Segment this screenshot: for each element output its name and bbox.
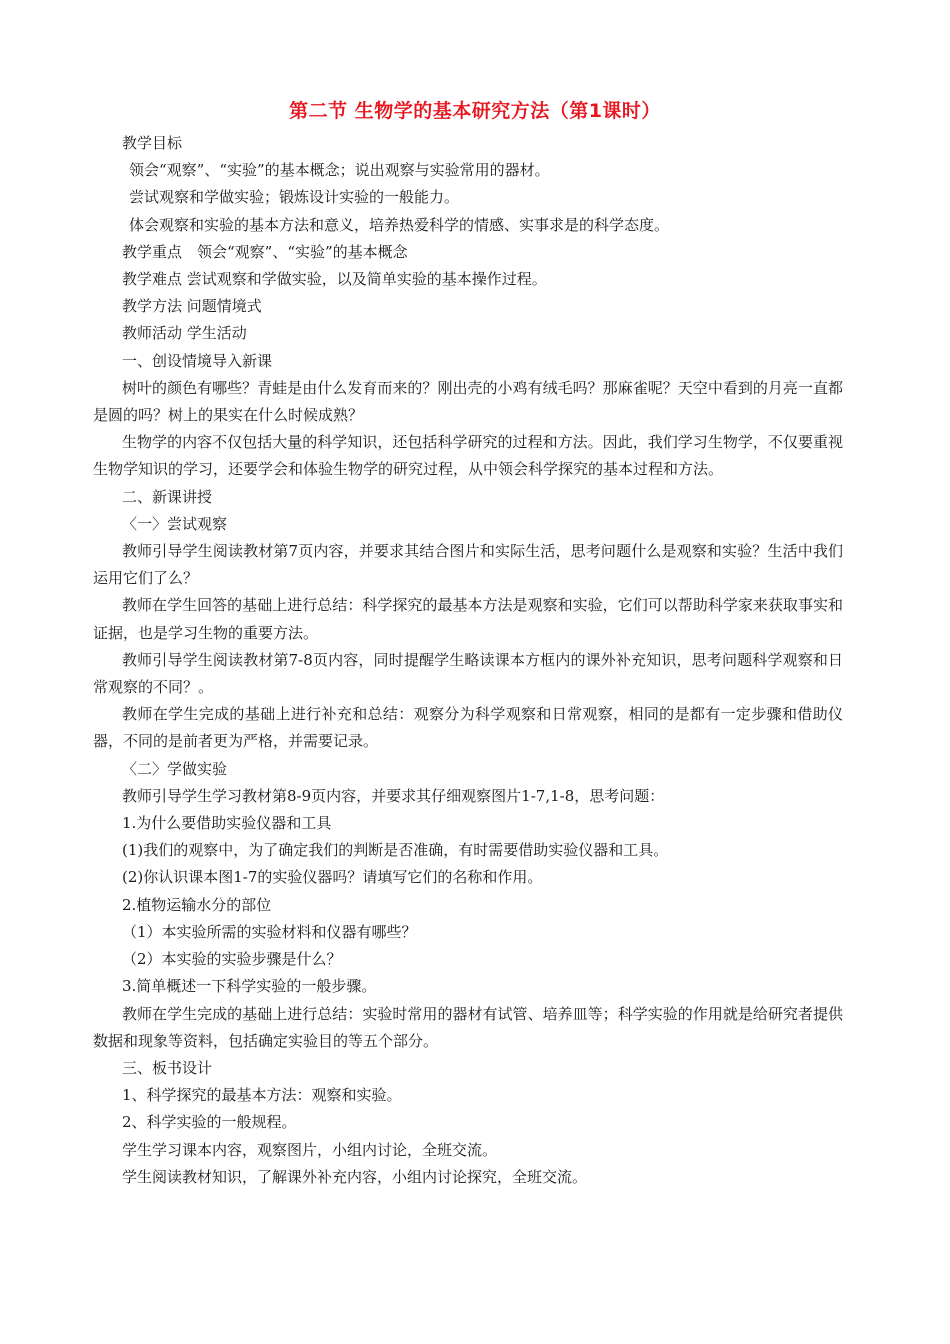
paragraph: 教师在学生完成的基础上进行补充和总结：观察分为科学观察和日常观察，相同的是都有一定步骤和借助仪器，不同的是前者更为严格，并需要记录。 (93, 705, 843, 751)
list-item: 1.为什么要借助实验仪器和工具 (122, 814, 332, 833)
paragraph: 教师在学生回答的基础上进行总结：科学探究的最基本方法是观察和实验，它们可以帮助科学家来获取事实和证据，也是学习生物的重要方法。 (93, 596, 843, 642)
section-heading: 三、板书设计 (122, 1058, 213, 1077)
page-title: 第二节 生物学的基本研究方法（第1课时） (289, 100, 661, 122)
list-item: (1)我们的观察中，为了确定我们的判断是否准确，有时需要借助实验仪器和工具。 (122, 841, 669, 860)
text-line: 教师引导学生学习教材第8-9页内容，并要求其仔细观察图片1-7,1-8，思考问题： (122, 786, 665, 805)
objective-item: 体会观察和实验的基本方法和意义，培养热爱科学的情感、实事求是的科学态度。 (129, 215, 670, 234)
subsection-heading: 〈一〉尝试观察 (122, 514, 228, 533)
section-heading: 一、创设情境导入新课 (122, 351, 273, 370)
section-heading: 教学目标 (122, 134, 183, 152)
objective-item: 尝试观察和学做实验；锻炼设计实验的一般能力。 (129, 188, 460, 207)
text-line: 学生阅读教材知识，了解课外补充内容，小组内讨论探究，全班交流。 (122, 1167, 588, 1186)
paragraph: 生物学的内容不仅包括大量的科学知识，还包括科学研究的过程和方法。因此，我们学习生物学，不仅要重视生物学知识的学习，还要学会和体验生物学的研究过程，从中领会科学探究的基本过程和方法。 (93, 433, 843, 479)
subsection-heading: 〈二〉学做实验 (122, 759, 228, 778)
paragraph: 树叶的颜色有哪些？青蛙是由什么发育而来的？刚出壳的小鸡有绒毛吗？那麻雀呢？天空中看到的月亮一直都是圆的吗？树上的果实在什么时候成熟？ (93, 378, 843, 425)
teaching-difficulty: 教学难点 尝试观察和学做实验，以及简单实验的基本操作过程。 (122, 270, 547, 289)
list-item: (2)你认识课本图1-7的实验仪器吗？请填写它们的名称和作用。 (122, 868, 543, 887)
list-item: （1）本实验所需的实验材料和仪器有哪些？ (122, 922, 417, 941)
text-line: 学生学习课本内容，观察图片，小组内讨论，全班交流。 (122, 1140, 498, 1159)
list-item: 2、科学实验的一般规程。 (122, 1113, 297, 1132)
paragraph: 教师在学生完成的基础上进行总结：实验时常用的器材有试管、培养皿等；科学实验的作用就是给研究者提供数据和现象等资料，包括确定实验目的等五个部分。 (93, 1004, 843, 1050)
list-item: 3.简单概述一下科学实验的一般步骤。 (122, 977, 377, 996)
objective-item: 领会“观察”、“实验”的基本概念；说出观察与实验常用的器材。 (129, 161, 550, 180)
activity-heading: 教师活动 学生活动 (122, 324, 247, 343)
list-item: 1、科学探究的最基本方法：观察和实验。 (122, 1086, 402, 1105)
paragraph: 教师引导学生阅读教材第7-8页内容，同时提醒学生略读课本方框内的课外补充知识，思考问题科学观察和日常观察的不同？。 (93, 650, 843, 697)
document-body (93, 130, 862, 1191)
teaching-focus: 教学重点 领会“观察”、“实验”的基本概念 (122, 242, 408, 261)
paragraph: 教师引导学生阅读教材第7页内容，并要求其结合图片和实际生活，思考问题什么是观察和实验？生活中我们运用它们了么？ (93, 542, 843, 588)
list-item: 2.植物运输水分的部位 (122, 895, 272, 914)
teaching-method: 教学方法 问题情境式 (122, 297, 262, 316)
section-heading: 二、新课讲授 (122, 487, 213, 506)
list-item: （2）本实验的实验步骤是什么？ (122, 950, 342, 969)
